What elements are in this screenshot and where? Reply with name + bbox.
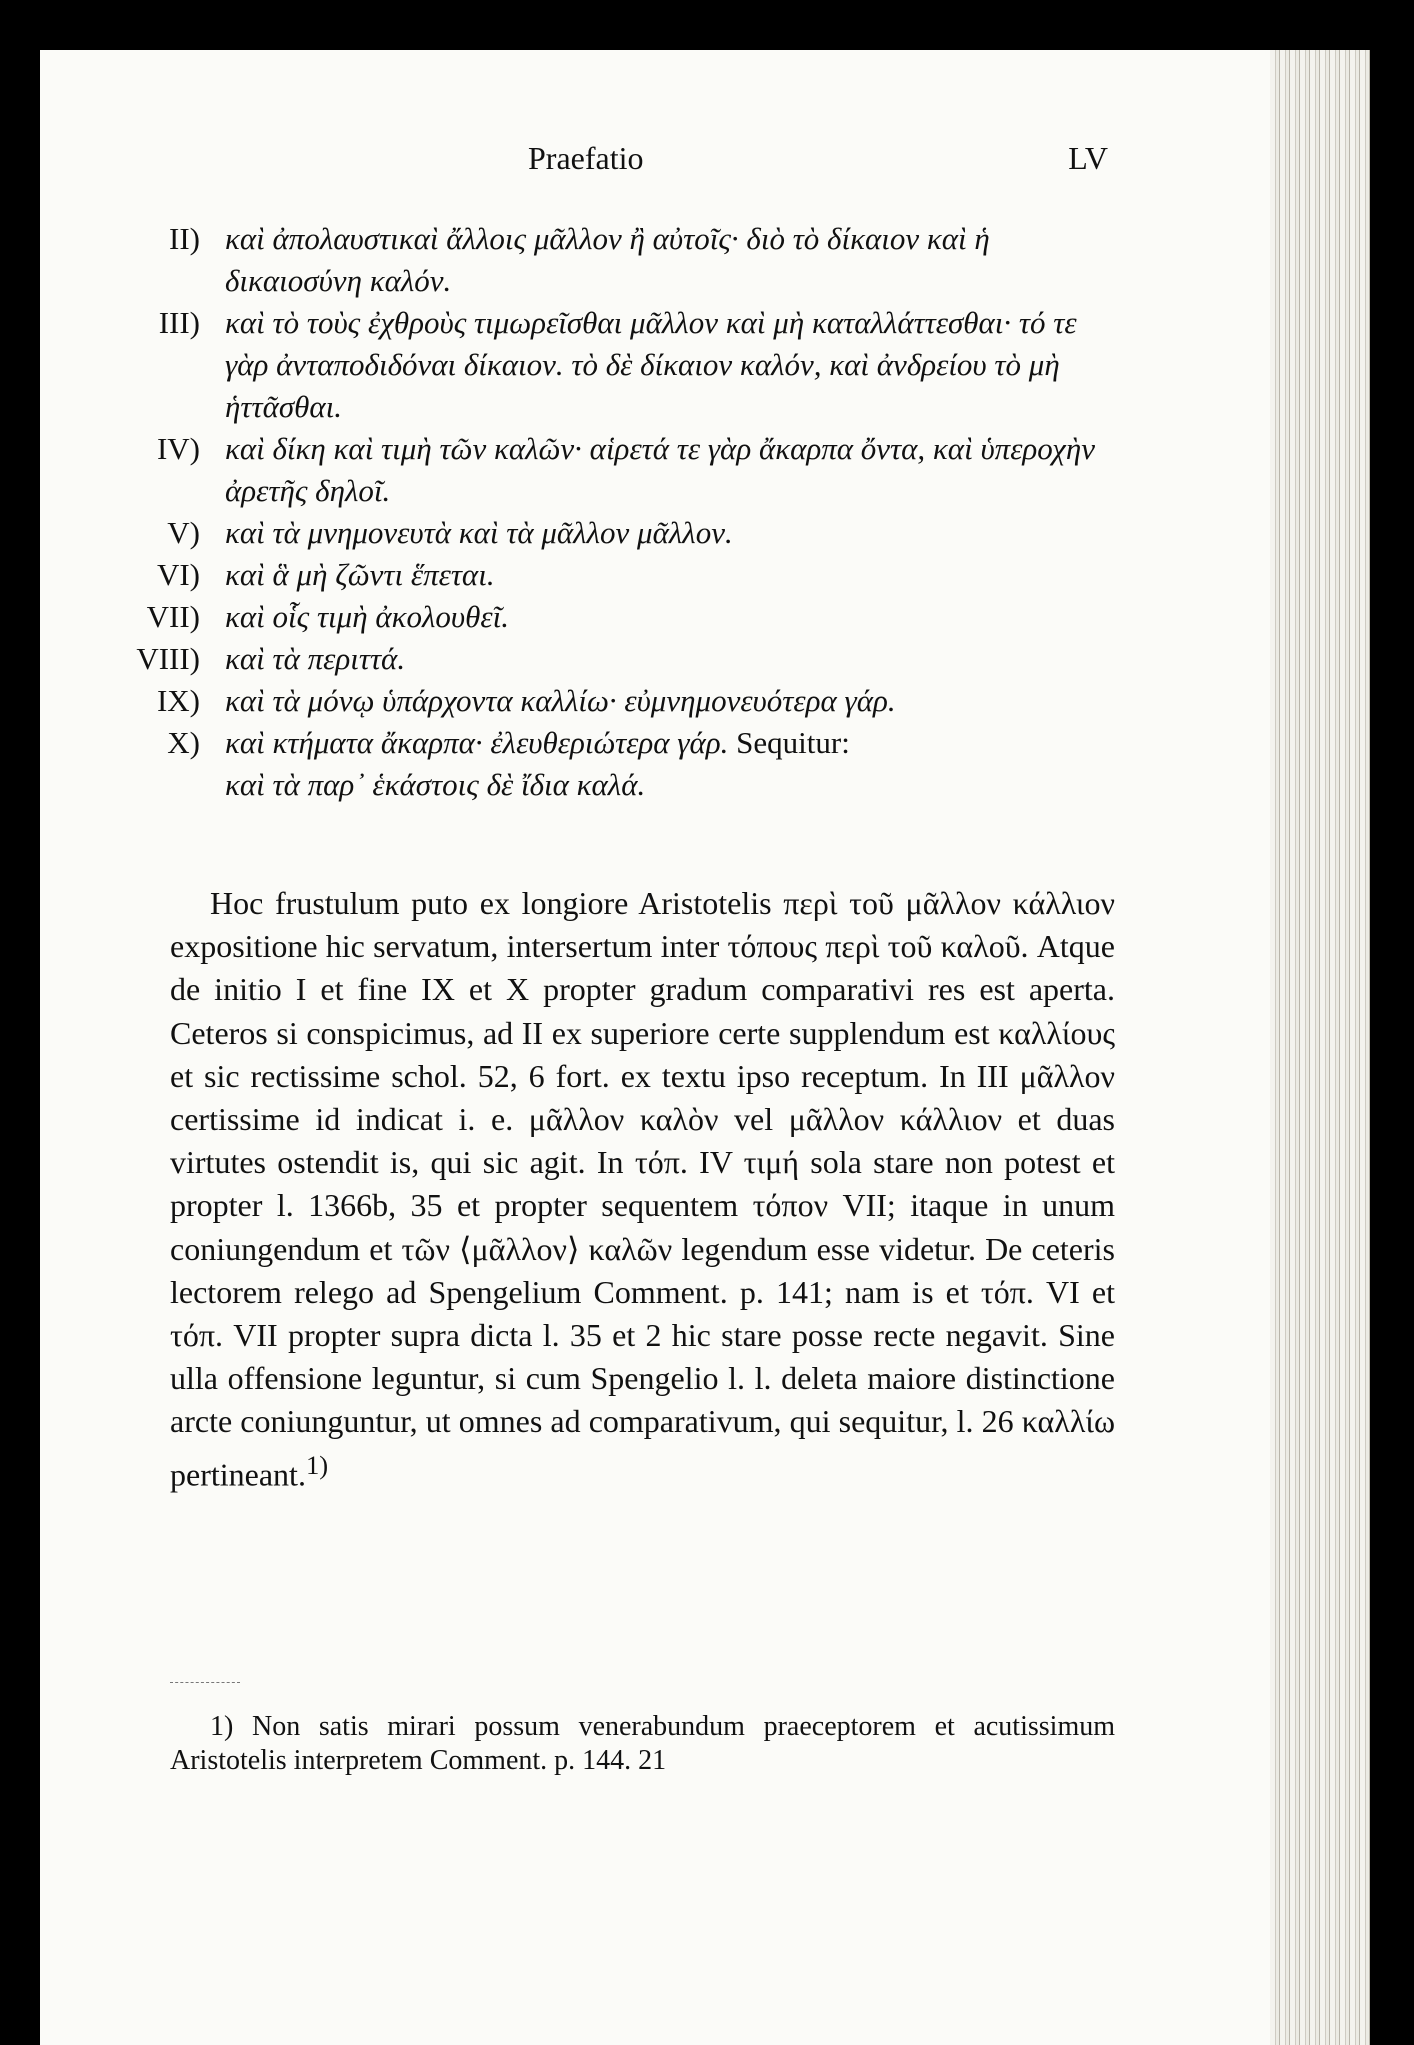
item-text [225, 722, 1120, 806]
item-text: καὶ δίκη καὶ τιμὴ τῶν καλῶν· αἱρετά τε γὰρ ἄκαρπα ὄντα, καὶ ὑπεροχὴν ἀρετῆς δηλοῖ. [225, 431, 1095, 508]
item-text-main: καὶ κτήματα ἄκαρπα· ἐλευθεριώτερα γάρ. [225, 725, 729, 760]
item-number: II) [169, 221, 200, 256]
item-number: IX) [156, 683, 200, 718]
item-text-continuation: καὶ τὰ παρ᾽ ἑκάστοις δὲ ἴδια καλά. [225, 767, 646, 802]
item-text: καὶ ἃ μὴ ζῶντι ἕπεται. [225, 557, 495, 592]
numbered-greek-list [100, 218, 1120, 806]
list-item [100, 680, 1120, 722]
footnote: 1) Non satis mirari possum venerabundum praeceptorem et acutissimum Aristotelis interpretem Comment. p. 144. 21 [170, 1711, 1115, 1776]
page-edge-stack [1270, 50, 1370, 2045]
list-item [100, 596, 1120, 638]
item-text: καὶ τὰ μόνῳ ὑπάρχοντα καλλίω· εὐμνημονευότερα γάρ. [225, 683, 896, 718]
item-text: καὶ τὰ περιττά. [225, 641, 406, 676]
item-text: καὶ τὰ μνημονευτὰ καὶ τὰ μᾶλλον μᾶλλον. [225, 515, 733, 550]
list-item [100, 638, 1120, 680]
item-number: IV) [156, 431, 200, 466]
running-header [528, 140, 1108, 180]
item-number: X) [167, 725, 200, 760]
list-item [100, 428, 1120, 512]
item-number: V) [167, 515, 200, 550]
item-number: VIII) [136, 641, 200, 676]
item-text: καὶ ἀπολαυστικαὶ ἄλλοις μᾶλλον ἢ αὐτοῖς· διὸ τὸ δίκαιον καὶ ἡ δικαιοσύνη καλόν. [225, 221, 990, 298]
list-item [100, 722, 1120, 806]
commentary-text: Hoc frustulum puto ex longiore Aristotelis περὶ τοῦ μᾶλλον κάλλιον expositione hic servatum, intersertum inter τόπους περὶ τοῦ καλοῦ. Atque de initio I et fine IX et X propter gradum comparativi res est aperta. Ceteros si conspicimus, ad II ex superiore certe supplendum est καλλίους et sic rectissime schol. 52, 6 fort. ex textu ipso receptum. In III μᾶλλον certissime id indicat i. e. μᾶλλον καλὸν vel μᾶλλον κάλλιον et duas virtutes ostendit is, qui sic agit. In τόπ. IV τιμή sola stare non potest et propter l. 1366b, 35 et propter sequentem τόπον VII; itaque in unum coniungendum et τῶν ⟨μᾶλλον⟩ καλῶν legendum esse videtur. De ceteris lectorem relego ad Spengelium Comment. p. 141; nam is et τόπ. VI et τόπ. VII propter supra dicta l. 35 et 2 hic stare posse recte negavit. Sine ulla offensione leguntur, si cum Spengelio l. l. deleta maiore distinctione arcte coniunguntur, ut omnes ad comparativum, qui sequitur, l. 26 καλλίω pertineant. [170, 885, 1115, 1493]
item-number: III) [158, 305, 200, 340]
footnote-divider [170, 1682, 240, 1683]
footnote-marker: 1) [305, 1449, 329, 1480]
page-number: LV [1068, 140, 1108, 176]
commentary-paragraph [170, 882, 1115, 1497]
item-text: καὶ τὸ τοὺς ἐχθροὺς τιμωρεῖσθαι μᾶλλον καὶ μὴ καταλλάττεσθαι· τό τε γὰρ ἀνταποδιδόναι δίκαιον. τὸ δὲ δίκαιον καλόν, καὶ ἀνδρείου τὸ μὴ ἡττᾶσθαι. [225, 305, 1077, 424]
header-title: Praefatio [528, 140, 644, 176]
item-text-sequitur: Sequitur: [736, 725, 850, 760]
scan-border [1370, 0, 1414, 2045]
list-item [100, 302, 1120, 428]
item-number: VI) [156, 557, 200, 592]
list-item [100, 218, 1120, 302]
item-text: καὶ οἷς τιμὴ ἀκολουθεῖ. [225, 599, 509, 634]
list-item [100, 512, 1120, 554]
item-number: VII) [146, 599, 200, 634]
list-item [100, 554, 1120, 596]
